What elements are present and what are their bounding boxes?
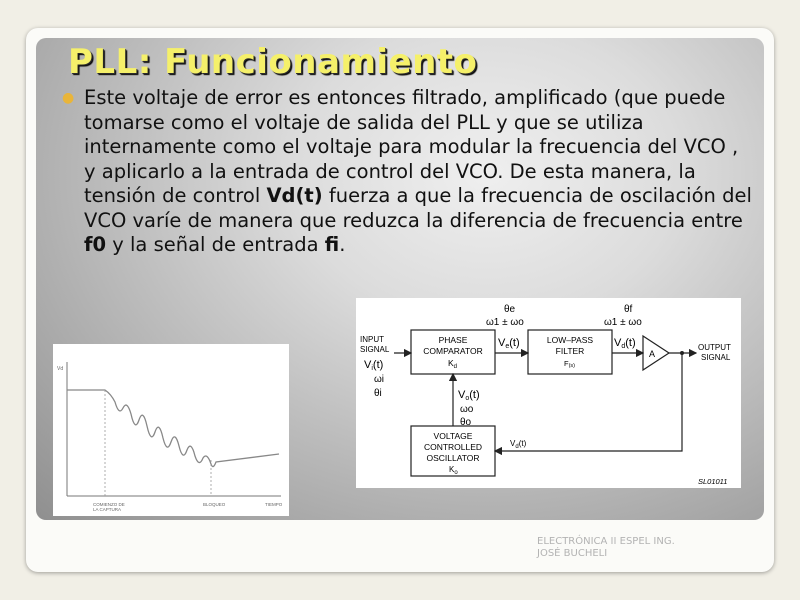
vo-label: [458, 389, 480, 402]
bullet-paragraph: [62, 86, 752, 258]
capture-start-label: [93, 502, 126, 512]
vi-label-argument: (t): [372, 359, 384, 371]
vco-label-2: CONTROLLED: [423, 442, 483, 452]
theta-i-label: θi: [374, 388, 382, 399]
capture-start-label-line2: LA CAPTURA: [93, 507, 122, 512]
vd-feedback-label: [510, 439, 527, 450]
capture-start-label-line1: COMIENZO DE: [93, 502, 125, 507]
phase-comparator-gain-subscript: d: [453, 364, 458, 370]
vo-label-symbol: V: [458, 389, 466, 401]
fi-term: fi: [324, 233, 340, 256]
capture-waveform-figure: [53, 344, 289, 516]
vd-waveform: [67, 390, 279, 467]
phase-comparator-gain-symbol: K: [448, 358, 454, 368]
vi-label: [364, 359, 383, 372]
low-pass-filter-label-2: FILTER: [555, 346, 585, 356]
omega-sum-label-1: ω1 ± ωo: [486, 317, 524, 328]
theta-o-label: θo: [460, 417, 472, 428]
pll-block-diagram: [356, 298, 741, 488]
low-pass-filter-function-subscript: (s): [568, 363, 576, 369]
ve-label-symbol: V: [498, 337, 506, 349]
vd-output-label: [614, 337, 636, 350]
vi-label-subscript: i: [371, 365, 373, 372]
ve-label: [498, 337, 520, 350]
omega-i-label: ωi: [374, 374, 385, 385]
vd-feedback-label-symbol: V: [510, 439, 516, 448]
output-label-1: OUTPUT: [698, 343, 731, 352]
vco-label-1: VOLTAGE: [433, 431, 473, 441]
pll-block-diagram-svg: [356, 298, 741, 488]
input-label-1: INPUT: [360, 335, 384, 344]
slide-footer: [537, 536, 737, 560]
footer-line-1: ELECTRÓNICA II ESPEL ING.: [537, 536, 675, 547]
vo-label-subscript: o: [465, 395, 470, 402]
vco-gain-subscript: o: [454, 470, 458, 476]
paragraph-text: [84, 86, 752, 258]
low-pass-filter-function-symbol: F: [564, 359, 569, 368]
output-label-2: SIGNAL: [701, 353, 731, 362]
vd-output-label-subscript: d: [621, 343, 626, 350]
ve-label-argument: (t): [509, 337, 520, 349]
footer-line-2: JOSÉ BUCHELI: [537, 548, 608, 559]
figure-code: SL01011: [698, 477, 728, 486]
vd-feedback-label-subscript: d: [515, 444, 519, 450]
omega-o-label: ωo: [460, 404, 474, 415]
paragraph-text-part: Este voltaje de error es entonces filtrado, amplificado (que puede tomarse como el voltaje de salida del PLL y que se utiliza internamente como el voltaje para modular la frecuencia del VCO , y aplicarlo a la entrada de control del VCO. De esta manera, la tensión de control: [84, 86, 739, 207]
capture-waveform-svg: [53, 344, 289, 516]
phase-comparator-label-2: COMPARATOR: [423, 346, 483, 356]
ve-label-subscript: e: [505, 343, 510, 350]
vd-feedback-label-argument: (t): [518, 439, 527, 448]
x-axis-label: TIEMPO: [265, 502, 283, 507]
vi-label-symbol: V: [364, 359, 372, 371]
phase-comparator-label-1: PHASE: [438, 335, 468, 345]
f0-term: f0: [84, 233, 107, 256]
vco-gain-symbol: K: [449, 465, 455, 474]
input-label-2: SIGNAL: [360, 345, 390, 354]
vo-label-argument: (t): [469, 389, 480, 401]
omega-sum-label-2: ω1 ± ωo: [604, 317, 642, 328]
paragraph-text-part: y la señal de entrada: [106, 233, 325, 256]
vco-label-3: OSCILLATOR: [426, 453, 480, 463]
lock-label: BLOQUEO: [203, 502, 226, 507]
output-junction-dot: [680, 351, 684, 355]
vd-output-label-symbol: V: [614, 337, 622, 349]
low-pass-filter-label-1: LOW–PASS: [546, 335, 594, 345]
slide-title: PLL: Funcionamiento: [68, 42, 478, 82]
bullet-marker: ●: [62, 90, 75, 106]
y-axis-label: Vd: [57, 366, 64, 372]
amplifier-triangle: [643, 336, 669, 370]
amplifier-label: A: [649, 349, 656, 359]
paragraph-text-part: .: [339, 233, 346, 256]
vd-term: Vd(t): [266, 184, 323, 207]
vd-output-label-argument: (t): [625, 337, 636, 349]
paragraph-text-part: fuerza a que la frecuencia de oscilación del VCO varíe de manera que reduzca la diferencia de frecuencia entre: [84, 184, 752, 232]
theta-f-label: θf: [624, 304, 633, 315]
theta-e-label: θe: [504, 304, 516, 315]
